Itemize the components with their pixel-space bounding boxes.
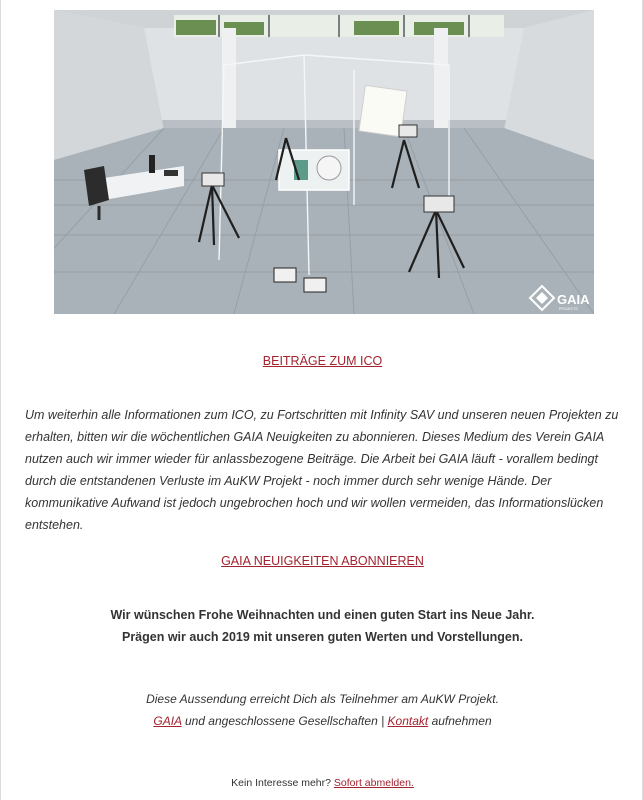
unsubscribe-link[interactable]: Sofort abmelden. xyxy=(333,777,414,789)
gaia-logo-subtext: PROJECTS xyxy=(559,307,578,311)
body-paragraph: Um weiterhin alle Informationen zum ICO, zu Fortschritten mit Infinity SAV und unseren neuen Projekten zu erhalten, bitten wir die wöchentlichen GAIA Neuigkeiten zu abonnieren. Dieses Medium des Verein GAIA nutzen auch wir immer wieder für anlassbezogene Beiträge. Die Arbeit bei GAIA läuft - vorallem bedingt durch die entstandenen Verluste im AuKW Projekt - noch immer durch sehr wenige Hände. Der kommunikative Aufwand ist jedoch ungebrochen hoch und wir wollen vermeiden, das Informationslücken entstehen. xyxy=(25,408,619,532)
greeting-line-1: Wir wünschen Frohe Weihnachten und einen guten Start ins Neue Jahr. xyxy=(110,608,535,622)
contact-link[interactable]: Kontakt xyxy=(387,714,429,728)
gaia-link[interactable]: GAIA xyxy=(153,714,182,728)
footer-question: Kein Interesse mehr? xyxy=(231,777,334,789)
footer xyxy=(1,777,643,789)
greeting-block xyxy=(1,604,643,648)
notice-end-text: aufnehmen xyxy=(428,714,492,728)
gaia-logo-text: GAIA xyxy=(557,292,590,307)
hero-image xyxy=(54,10,594,314)
studio-illustration xyxy=(54,10,594,314)
contributions-heading xyxy=(1,354,643,368)
contributions-link[interactable]: BEITRÄGE ZUM ICO xyxy=(262,354,383,368)
notice-line-2 xyxy=(1,710,643,732)
greeting-line-2: Prägen wir auch 2019 mit unseren guten Werten und Vorstellungen. xyxy=(121,630,523,644)
notice-middle-text: und angeschlossene Gesellschaften | xyxy=(181,714,388,728)
notice-line-1: Diese Aussendung erreicht Dich als Teilnehmer am AuKW Projekt. xyxy=(146,692,499,706)
subscribe-link[interactable]: GAIA NEUIGKEITEN ABONNIEREN xyxy=(221,554,424,568)
subscribe-section xyxy=(1,554,643,568)
notice-block xyxy=(1,688,643,732)
